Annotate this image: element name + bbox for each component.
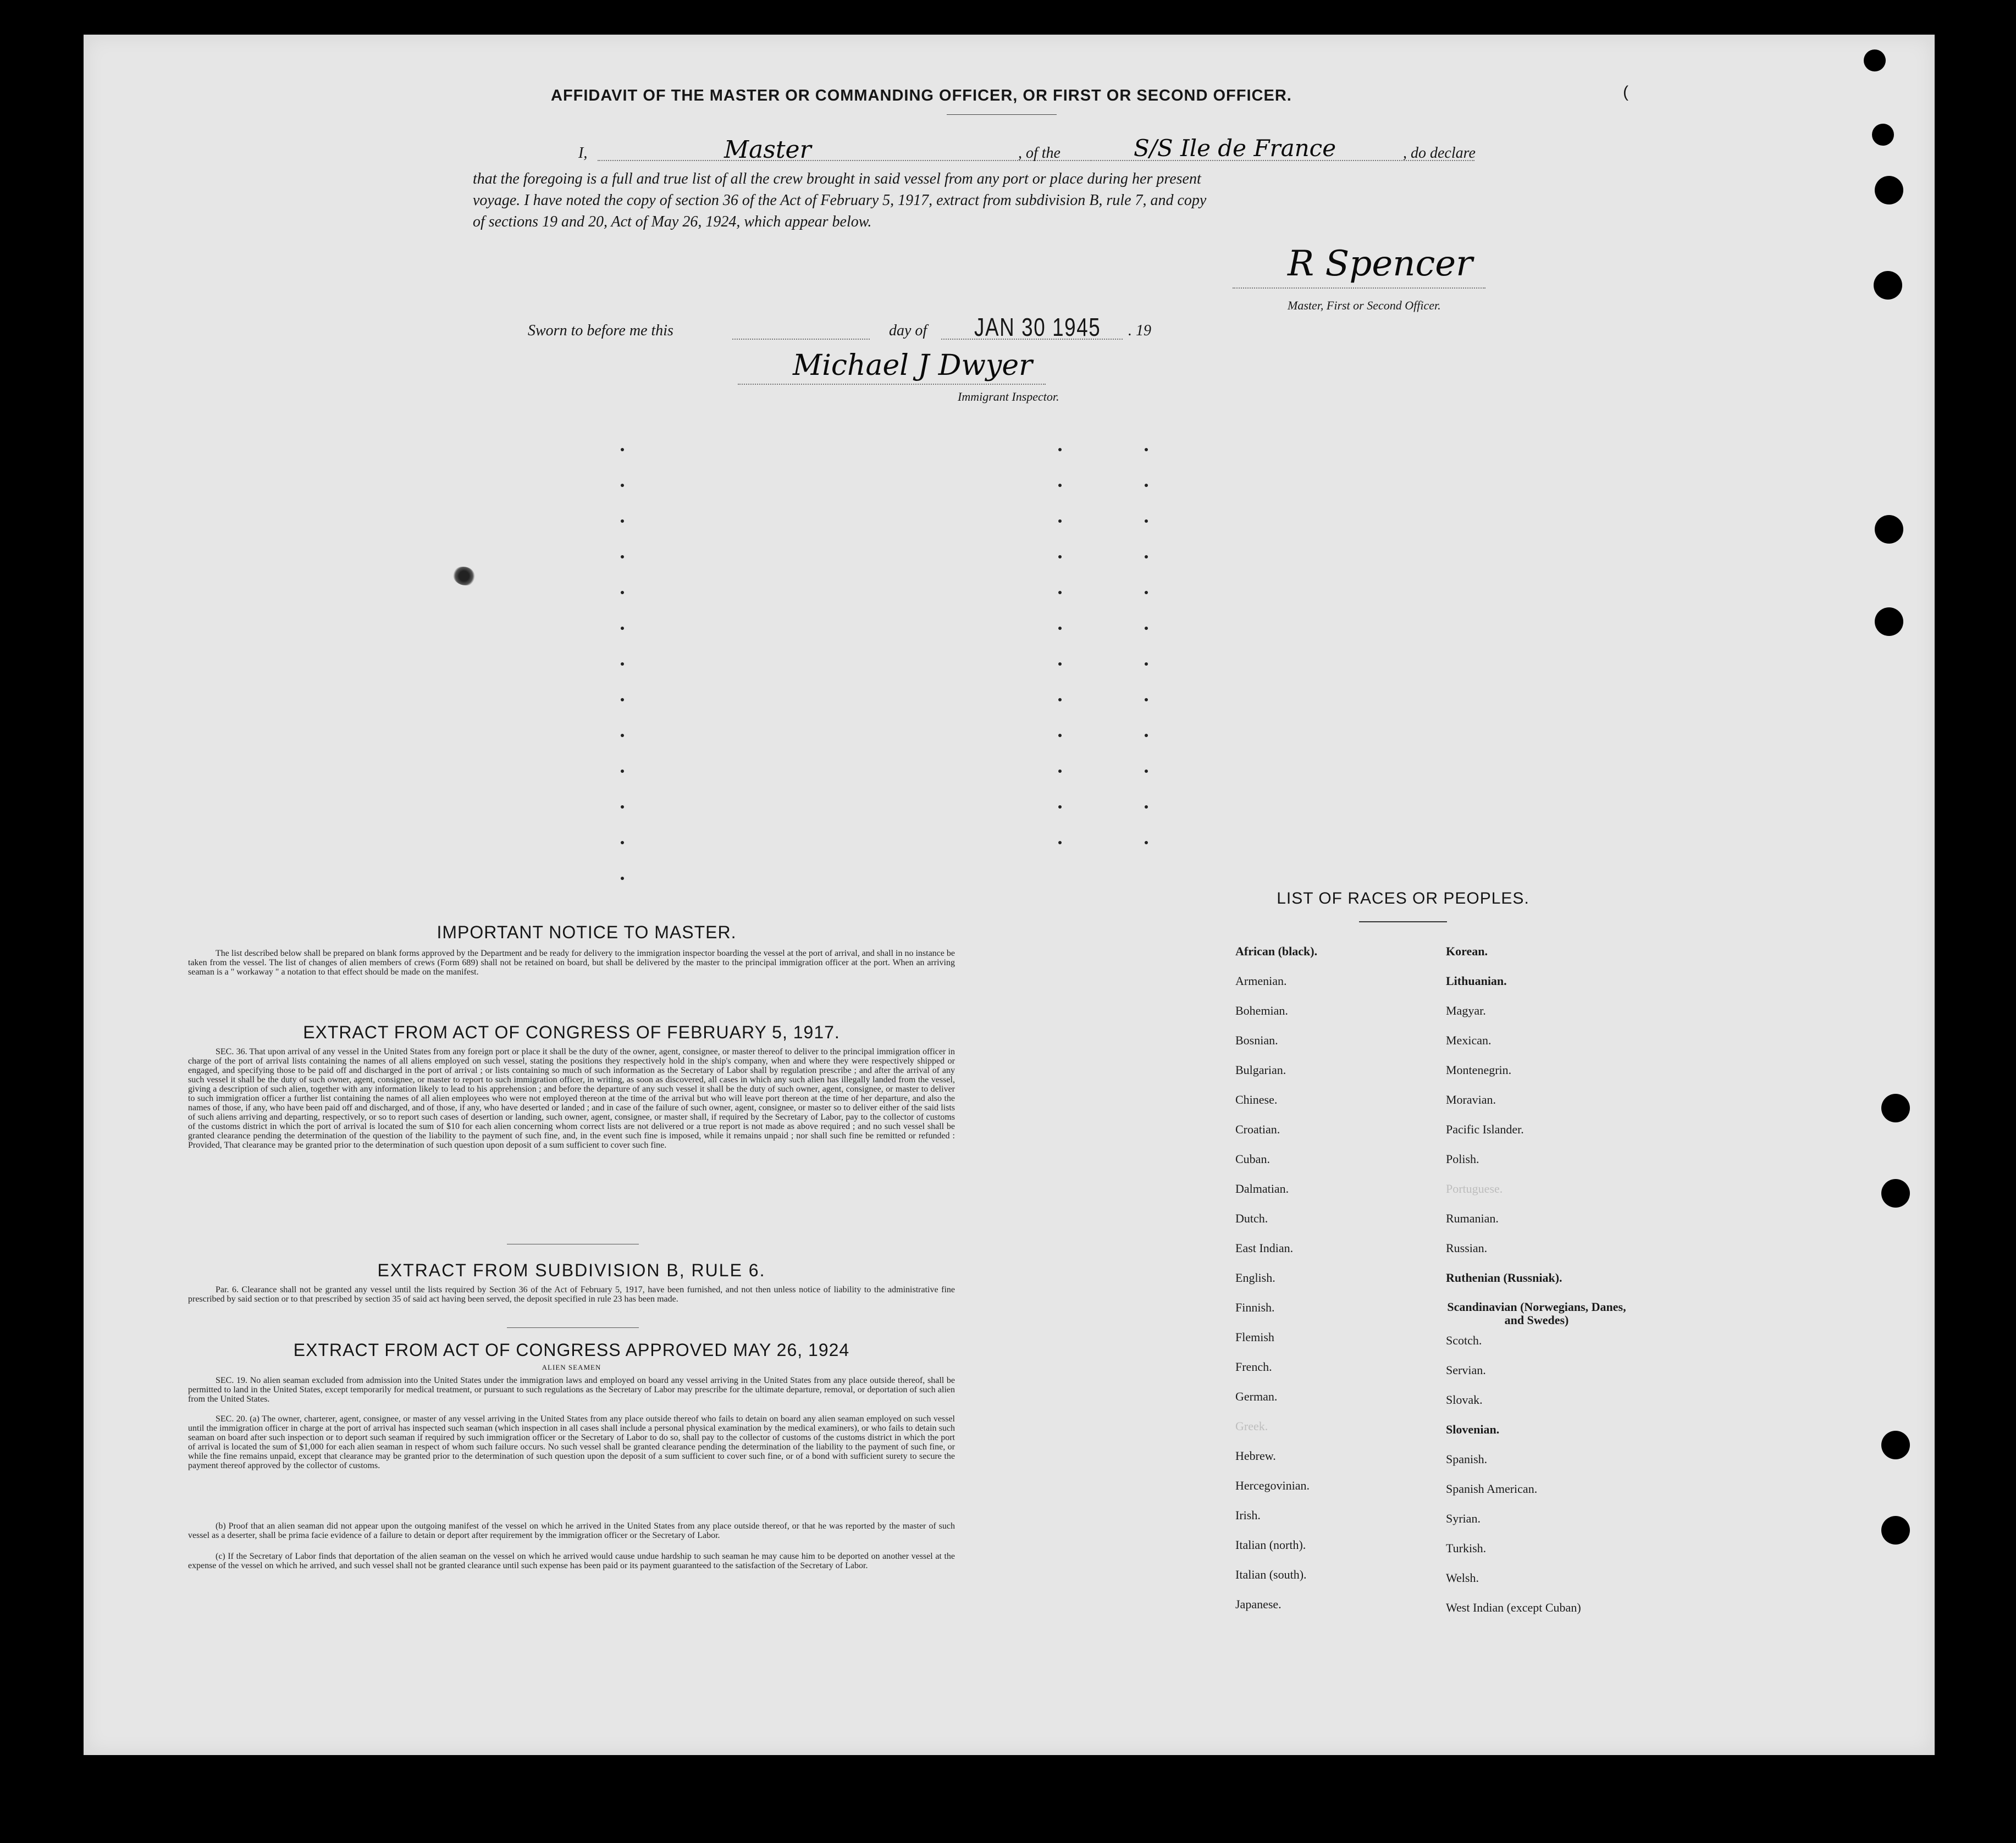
race-item: Montenegrin.: [1446, 1063, 1512, 1077]
race-item: French.: [1235, 1360, 1272, 1374]
race-item: Lithuanian.: [1446, 974, 1507, 988]
column-mark: [1145, 841, 1148, 844]
column-mark: [1058, 770, 1062, 773]
column-mark: [1145, 448, 1148, 451]
column-mark: [621, 662, 624, 666]
column-mark: [621, 591, 624, 594]
races-title: LIST OF RACES OR PEOPLES.: [1277, 889, 1529, 907]
race-item: Polish.: [1446, 1152, 1479, 1166]
race-item: Croatian.: [1235, 1122, 1280, 1136]
punch-hole: [1875, 176, 1903, 204]
signature-blank: [1233, 287, 1485, 289]
title-underline: [947, 114, 1057, 115]
column-mark: [1058, 841, 1062, 844]
sworn-label: Sworn to before me this: [528, 322, 673, 339]
race-item: Scandinavian (Norwegians, Danes, and Swedes): [1447, 1300, 1626, 1327]
column-mark: [1058, 591, 1062, 594]
race-item: Servian.: [1446, 1363, 1486, 1377]
race-item: Dutch.: [1235, 1211, 1268, 1225]
master-caption: Master, First or Second Officer.: [1288, 298, 1441, 312]
column-mark: [621, 877, 624, 880]
rank-handwritten: Master: [724, 136, 811, 164]
sec-20b-text: (b) Proof that an alien seaman did not appear upon the outgoing manifest of the vessel on which he arrived in the United States from any place outside thereof, or that he was reported by the master of such vessel as a deserter, shall be prima facie evidence of a failure to detain or deport after requirement by the immigration officer or the Secretary of Labor.: [188, 1521, 955, 1540]
section-divider: [507, 1327, 639, 1328]
race-item: Magyar.: [1446, 1004, 1486, 1017]
declaration-line-3: of sections 19 and 20, Act of May 26, 1924, which appear below.: [473, 213, 872, 230]
race-item: Greek.: [1235, 1419, 1268, 1433]
affidavit-title: AFFIDAVIT OF THE MASTER OR COMMANDING OFFICER, OR FIRST OR SECOND OFFICER.: [551, 87, 1292, 104]
inspector-signature: Michael J Dwyer: [793, 349, 1033, 382]
year-suffix: . 19: [1128, 322, 1151, 339]
race-item: Bulgarian.: [1235, 1063, 1286, 1077]
race-item: Spanish American.: [1446, 1482, 1538, 1496]
column-mark: [621, 698, 624, 701]
race-item: Slovak.: [1446, 1393, 1483, 1407]
sworn-day-blank: [732, 339, 870, 340]
date-stamp: JAN 30 1945: [974, 313, 1101, 341]
column-mark: [621, 448, 624, 451]
extract-1917-text: SEC. 36. That upon arrival of any vessel in the United States from any foreign port or place it shall be the duty of the owner, agent, consignee, or master thereof to deliver to the principal immigration officer in charge of the port of arrival lists containing the names of all aliens employed on such vessel, stating the positions they respectively hold in the ship's company, when and where they were respectively shipped or engaged, and specifying those to be paid off and discharged in the port of arrival ; or lists containing so much of such information as the Secretary of Labor shall by regulation prescribe ; and after the arrival of any such vessel it shall be the duty of such owner, agent, consignee, or master to report to such immigration officer, in writing, as soon as discovered, all cases in which any such alien has illegally landed from the vessel, giving a description of such alien, together with any information likely to lead to his apprehension ; and before the departure of any such vessel it shall be the duty of such owner, agent, consignee, or master to deliver to such immigration officer a further list containing the names of all alien employees who were not employed thereon at the time of the arrival but who will leave port thereon at the time of her departure, and also the names of those, if any, who have been paid off and discharged, and of those, if any, who have deserted or landed ; and in case of the failure of such owner, agent, consignee, or master so to deliver either of the said lists of such aliens arriving and departing, respectively, or so to report such cases of desertion or landing, such owner, agent, consignee, or master shall, if required by the Secretary of Labor, pay to the collector of customs of the customs district in which the port of arrival is located the sum of $10 for each alien concerning whom correct lists are not delivered or a true report is not made as above required ; and no such vessel shall be granted clearance pending the determination of the question of the liability to the payment of such fine, and, in the event such fine is imposed, while it remains unpaid ; nor shall such fine be remitted or refunded : Provided, That clearance may be granted prior to the determination of such question upon deposit of a sum sufficient to cover such fine.: [188, 1047, 955, 1150]
race-item: English.: [1235, 1271, 1275, 1285]
race-item: Mexican.: [1446, 1033, 1492, 1047]
race-item: Pacific Islander.: [1446, 1122, 1524, 1136]
race-item: African (black).: [1235, 944, 1318, 958]
race-item: Bosnian.: [1235, 1033, 1278, 1047]
column-mark: [621, 519, 624, 523]
column-mark: [1145, 734, 1148, 737]
race-item: West Indian (except Cuban): [1446, 1601, 1581, 1614]
race-item: Hercegovinian.: [1235, 1479, 1310, 1492]
column-mark: [1145, 770, 1148, 773]
race-item: Chinese.: [1235, 1093, 1278, 1106]
column-mark: [1145, 519, 1148, 523]
sec-20a-text: SEC. 20. (a) The owner, charterer, agent, consignee, or master of any vessel arriving in the United States from any place outside thereof who fails to detain on board any alien seaman employed on such vessel until the immigration officer in charge at the port of arrival has inspected such seaman (which inspection in all cases shall include a personal physical examination by the medical examiners), or who fails to detain such seaman on board after such inspection or to deport such seaman if required by such immigration officer or the Secretary of Labor to do so, shall pay to the collector of customs of the customs district in which the port of arrival is located the sum of $1,000 for each alien seaman in respect of whom such failure occurs. No such vessel shall be granted clearance pending the determination of the liability to the payment of such fine, or while the fine remains unpaid, except that clearance may be granted prior to the determination of such question upon the deposit of a sum sufficient to cover such fine, or of a bond with sufficient surety to secure the payment thereof approved by the collector of customs.: [188, 1414, 955, 1470]
race-item: Cuban.: [1235, 1152, 1270, 1166]
race-item: Armenian.: [1235, 974, 1287, 988]
race-item: Italian (south).: [1235, 1568, 1307, 1581]
document-page: [84, 35, 1935, 1755]
column-mark: [621, 627, 624, 630]
race-item: Welsh.: [1446, 1571, 1479, 1585]
race-item: Turkish.: [1446, 1541, 1487, 1555]
punch-hole: [1875, 607, 1903, 636]
alien-seamen-subtitle: ALIEN SEAMEN: [542, 1363, 601, 1371]
column-mark: [1058, 448, 1062, 451]
race-item: Ruthenian (Russniak).: [1446, 1271, 1562, 1285]
column-mark: [621, 841, 624, 844]
corner-mark: (: [1623, 83, 1628, 101]
race-item: Bohemian.: [1235, 1004, 1288, 1017]
race-item: Flemish: [1235, 1330, 1274, 1344]
column-mark: [621, 734, 624, 737]
race-item: Spanish.: [1446, 1452, 1488, 1466]
subdivision-b-title: EXTRACT FROM SUBDIVISION B, RULE 6.: [377, 1260, 766, 1280]
race-item: Slovenian.: [1446, 1423, 1500, 1436]
column-mark: [1145, 591, 1148, 594]
column-mark: [1058, 484, 1062, 487]
race-item: German.: [1235, 1390, 1278, 1403]
notice-title: IMPORTANT NOTICE TO MASTER.: [437, 922, 737, 942]
race-item: Hebrew.: [1235, 1449, 1276, 1463]
race-item: Russian.: [1446, 1241, 1488, 1255]
column-mark: [1145, 662, 1148, 666]
race-item: Moravian.: [1446, 1093, 1496, 1106]
column-mark: [1058, 555, 1062, 558]
column-mark: [1145, 484, 1148, 487]
race-item: Japanese.: [1235, 1597, 1282, 1611]
column-mark: [1145, 698, 1148, 701]
column-mark: [1145, 627, 1148, 630]
race-item: Irish.: [1235, 1508, 1261, 1522]
declaration-line-2: voyage. I have noted the copy of section 36 of the Act of February 5, 1917, extract from subdivision B, rule 7, and copy: [473, 192, 1207, 209]
punch-hole: [1872, 124, 1894, 146]
do-declare-label: , do declare: [1403, 145, 1476, 162]
i-label: I,: [578, 145, 588, 162]
punch-hole: [1881, 1431, 1910, 1459]
inspector-blank: [738, 384, 1046, 385]
extract-1917-title: EXTRACT FROM ACT OF CONGRESS OF FEBRUARY 5, 1917.: [303, 1022, 840, 1042]
race-item: Finnish.: [1235, 1300, 1275, 1314]
column-mark: [1058, 662, 1062, 666]
column-mark: [621, 805, 624, 809]
day-of-label: day of: [889, 322, 927, 339]
of-the-label: , of the: [1018, 145, 1061, 162]
column-mark: [621, 484, 624, 487]
punch-hole: [1864, 49, 1886, 71]
sec-20c-text: (c) If the Secretary of Labor finds that deportation of the alien seaman on the vessel on which he arrived would cause undue hardship to such seaman he may cause him to be deported on another vessel at the expense of the vessel on which he arrived, and such vessel shall not be granted clearance until such expense has been paid or its payment guaranteed to the satisfaction of the Secretary of Labor.: [188, 1552, 955, 1570]
punch-hole: [1881, 1179, 1910, 1208]
extract-1924-title: EXTRACT FROM ACT OF CONGRESS APPROVED MAY 26, 1924: [293, 1340, 850, 1360]
column-mark: [621, 770, 624, 773]
race-item: Portuguese.: [1446, 1182, 1503, 1196]
punch-hole: [1881, 1094, 1910, 1122]
column-mark: [1058, 734, 1062, 737]
master-signature: R Spencer: [1288, 243, 1473, 284]
ink-blot: [453, 567, 475, 585]
column-mark: [1058, 519, 1062, 523]
vessel-handwritten: S/S Ile de France: [1134, 135, 1336, 162]
column-mark: [621, 555, 624, 558]
column-mark: [1058, 698, 1062, 701]
column-mark: [1058, 627, 1062, 630]
column-mark: [1145, 555, 1148, 558]
declaration-line-1: that the foregoing is a full and true list of all the crew brought in said vessel from any port or place during her present: [473, 170, 1201, 187]
punch-hole: [1875, 515, 1903, 544]
race-item: Syrian.: [1446, 1512, 1481, 1525]
subdivision-b-text: Par. 6. Clearance shall not be granted any vessel until the lists required by Section 36 of the Act of February 5, 1917, have been furnished, and not then unless notice of liability to the administrative fine prescribed by said section or to that prescribed by section 35 of said act having been served, the deposit specified in rule 23 has been made.: [188, 1285, 955, 1304]
notice-text: The list described below shall be prepared on blank forms approved by the Department and be ready for delivery to the immigration inspector boarding the vessel at the port of arrival, and shall in no instance be taken from the vessel. The list of changes of alien members of crews (Form 689) shall not be retained on board, but shall be delivered by the master to the principal immigration officer at the port. When an arriving seaman is a " workaway " a notation to that effect should be made on the manifest.: [188, 949, 955, 977]
race-item: Scotch.: [1446, 1333, 1482, 1347]
punch-hole: [1874, 271, 1902, 300]
punch-hole: [1881, 1516, 1910, 1545]
column-mark: [1145, 805, 1148, 809]
race-item: Dalmatian.: [1235, 1182, 1289, 1196]
races-title-underline: [1359, 921, 1447, 922]
column-mark: [1058, 805, 1062, 809]
sec-19-text: SEC. 19. No alien seaman excluded from admission into the United States under the immigration laws and employed on board any vessel arriving in the United States from any place outside thereof, shall be permitted to land in the United States, except temporarily for medical treatment, or pursuant to such regulations as the Secretary of Labor may prescribe for the ultimate departure, removal, or deportation of such alien from the United States.: [188, 1376, 955, 1404]
race-item: Italian (north).: [1235, 1538, 1306, 1552]
race-item: Rumanian.: [1446, 1211, 1499, 1225]
race-item: Korean.: [1446, 944, 1488, 958]
race-item: East Indian.: [1235, 1241, 1294, 1255]
inspector-caption: Immigrant Inspector.: [958, 390, 1059, 403]
